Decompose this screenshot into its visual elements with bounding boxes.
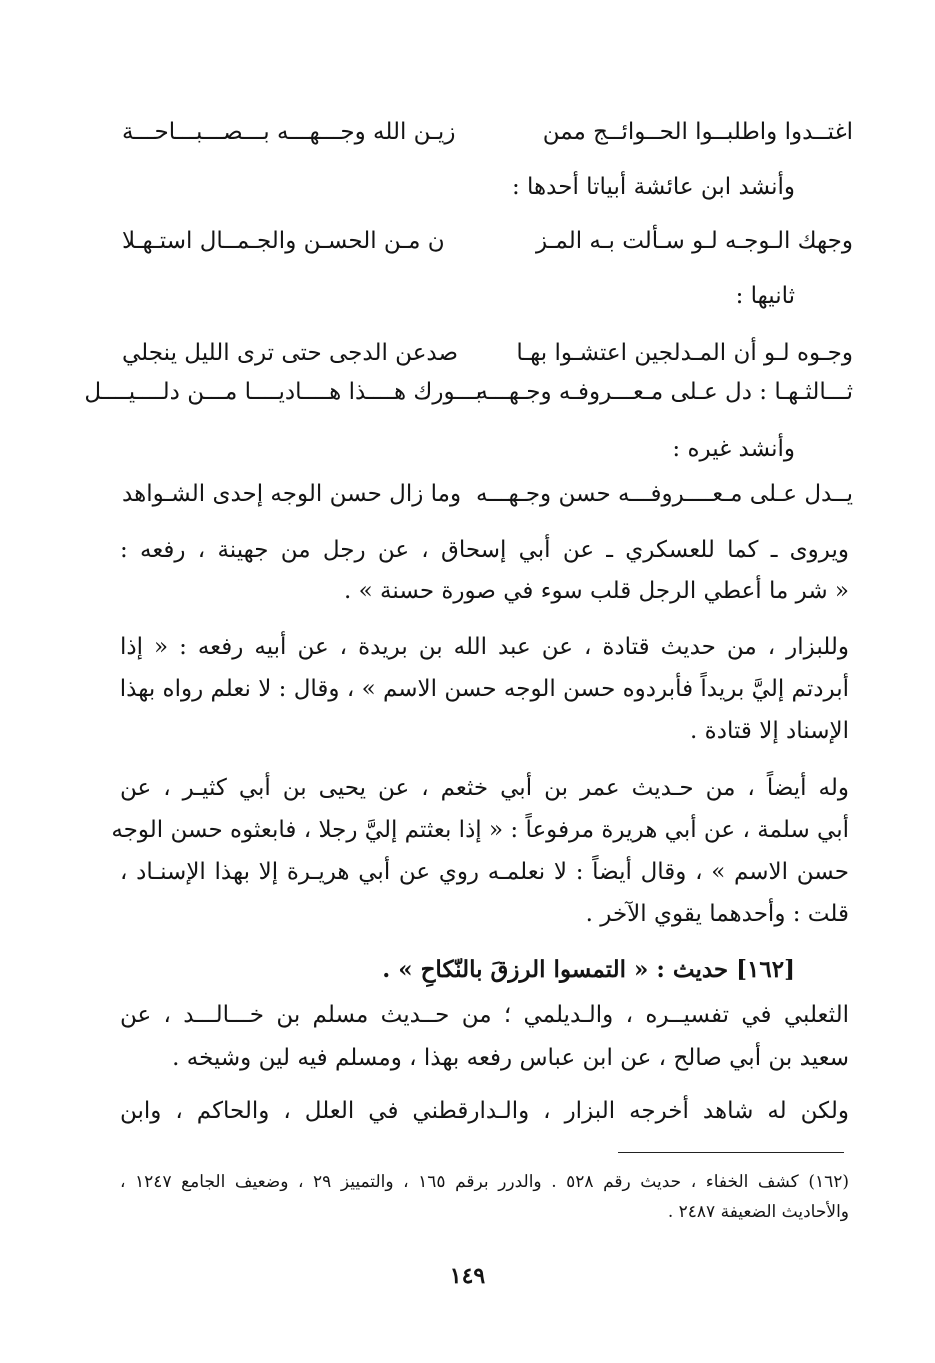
verse-1-second-hemistich: زيـن الله وجـــهـــه بـــصـــبـــاحـــة — [122, 119, 456, 145]
paragraph-4-line-1: الثعلبي في تفسيــره ، والـديلمي ؛ من حــديث مسلم بن خـــالـــد ، عن — [120, 1002, 849, 1028]
intro-line-3: وأنشد غيره : — [672, 436, 795, 462]
paragraph-5-line-1: ولكن له شاهد أخرجه البزار ، والـدارقطني في العلل ، والحاكم ، وابن — [120, 1098, 849, 1124]
verse-3-second-hemistich: صدعن الدجى حتى ترى الليل ينجلي — [122, 340, 459, 366]
paragraph-1-line-2: « شر ما أعطي الرجل قلب سوء في صورة حسنة » . — [344, 578, 849, 604]
footnote-separator — [618, 1152, 844, 1153]
intro-line-2: ثانيها : — [735, 283, 795, 309]
paragraph-3-line-1: وله أيضاً ، من حـديث عمر بن أبي خثعم ، عن يحيى بن أبي كثيـر ، عن — [120, 775, 849, 801]
hadith-heading: [١٦٢] حديث : « التمسوا الرزقَ بالنّكاحِ » . — [382, 956, 795, 983]
paragraph-2-line-3: الإسناد إلا قتادة . — [690, 718, 849, 744]
paragraph-3-line-4: قلت : وأحدهما يقوي الآخر . — [585, 901, 849, 927]
paragraph-3-line-2: أبي سلمة ، عن أبي هريرة مرفوعاً : « إذا بعثتم إليَّ رجلا ، فابعثوه حسن الوجه — [111, 817, 849, 843]
verse-4-second-hemistich: بـــورك هــــذا هــــاديــــا مـــن دلــــيــــل — [84, 379, 482, 405]
paragraph-4-line-2: سعيد بن أبي صالح ، عن ابن عباس رفعه بهذا ، ومسلم فيه لين وشيخه . — [172, 1045, 849, 1071]
verse-2-second-hemistich: ن مـن الحسـن والجـمــال استـهـلا — [122, 228, 445, 254]
page-number: ١٤٩ — [449, 1263, 486, 1289]
verse-5-first-hemistich: يــدل عـلى مـعــــروفـــه حسن وجـهـــه — [475, 481, 853, 507]
paragraph-3-line-3: حسن الاسم » ، وقال أيضاً : لا نعلمـه روي عن أبي هريـرة إلا بهذا الإسنـاد ، — [120, 859, 849, 885]
verse-1-first-hemistich: اغتــدوا واطلبــوا الحــوائــج ممن — [542, 119, 853, 145]
paragraph-2-line-1: وللبزار ، من حديث قتادة ، عن عبد الله بن بريدة ، عن أبيه رفعه : « إذا — [120, 634, 849, 660]
verse-2-first-hemistich: وجهك الـوجـه لـو سـألت بـه المـز — [535, 228, 853, 254]
paragraph-2-line-2: أبردتم إليَّ بريداً فأبردوه حسن الوجه حسن الاسم » ، وقال : لا نعلم رواه بهذا — [119, 676, 849, 702]
intro-line-1: وأنشد ابن عائشة أبياتا أحدها : — [511, 174, 795, 200]
footnote-line-2: والأحاديث الضعيفة ٢٤٨٧ . — [667, 1202, 849, 1222]
verse-3-first-hemistich: وجـوه لـو أن المـدلجين اعتشـوا بهـا — [516, 340, 853, 366]
verse-5-second-hemistich: وما زال حسن الوجه إحدى الشـواهد — [122, 481, 462, 507]
verse-4-first-hemistich: ثـــالثـهـا : دل عـلى مـعـــروفـه وجـهـــه — [476, 379, 853, 405]
paragraph-1-line-1: ويروى ـ كما للعسكري ـ عن أبي إسحاق ، عن رجل من جهينة ، رفعه : — [120, 537, 849, 563]
footnote-line-1: (١٦٢) كشف الخفاء ، حديث رقم ٥٢٨ . والدرر برقم ١٦٥ ، والتمييز ٢٩ ، وضعيف الجامع ١٢٤٧ ، — [120, 1172, 849, 1192]
